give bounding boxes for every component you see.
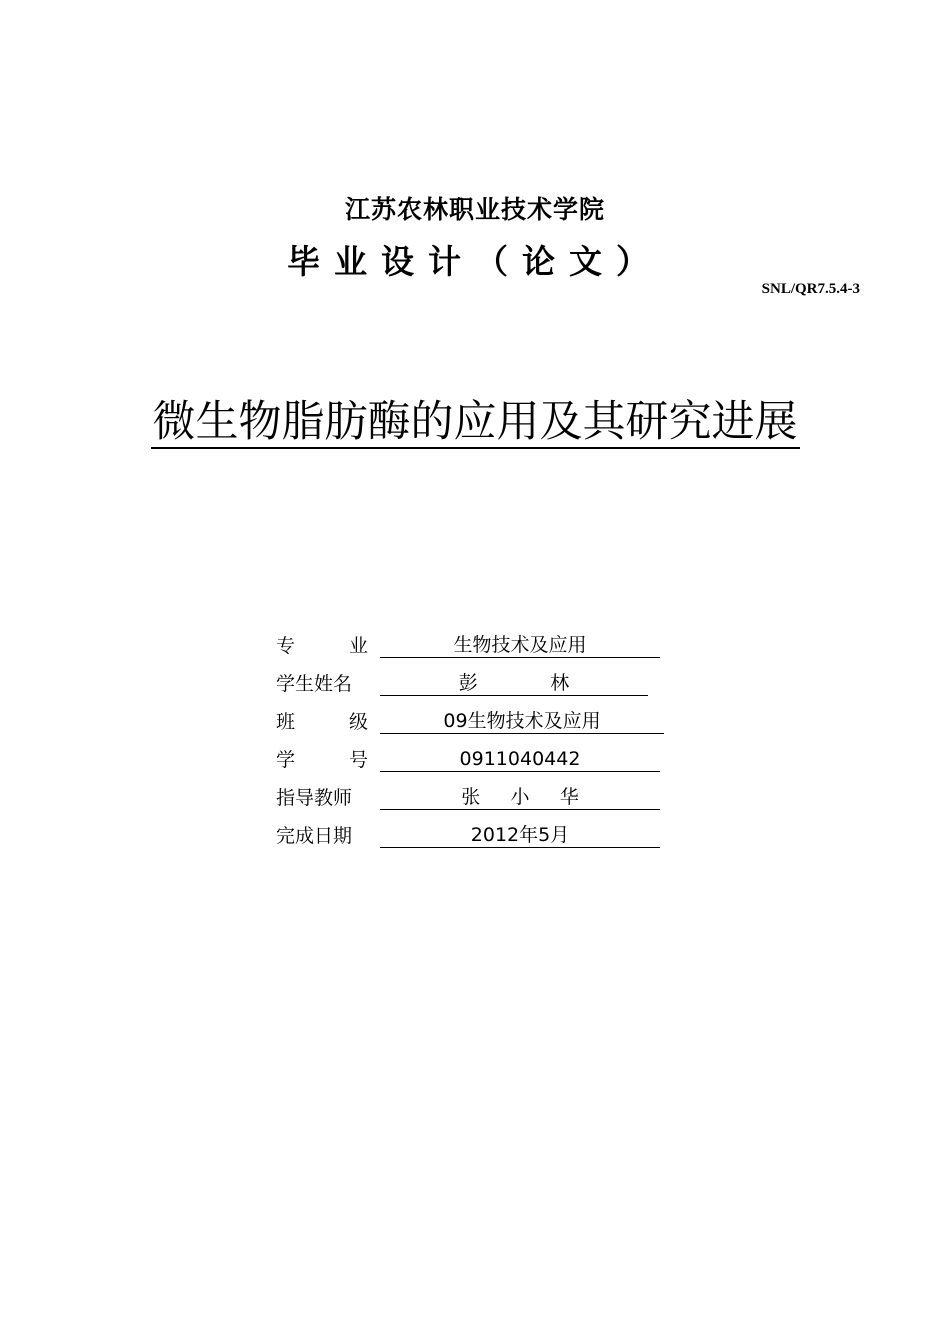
- info-row-major: [276, 620, 664, 658]
- info-row-id: [276, 734, 664, 772]
- institute-name: 江苏农林职业技术学院: [344, 195, 605, 224]
- major-value: 生物技术及应用: [380, 633, 660, 658]
- date-value: 2012年5月: [380, 823, 660, 848]
- advisor-value: 张 小 华: [380, 785, 660, 810]
- id-label-first: 学: [276, 749, 296, 771]
- class-label: [276, 710, 368, 734]
- advisor-label: 指导教师: [276, 787, 353, 809]
- info-row-date: [276, 810, 664, 848]
- class-value: 09生物技术及应用: [380, 709, 664, 734]
- info-row-advisor: [276, 772, 664, 810]
- major-label: [276, 634, 368, 658]
- document-type: 毕业设计（论文）: [287, 242, 663, 281]
- date-label: 完成日期: [276, 825, 353, 847]
- id-value: 0911040442: [380, 747, 660, 772]
- info-row-name: [276, 658, 664, 696]
- id-label-second: 号: [348, 749, 368, 771]
- major-label-first: 专: [276, 635, 296, 657]
- name-label: 学生姓名: [276, 673, 353, 695]
- thesis-title-text: 微生物脂肪酶的应用及其研究进展: [152, 397, 798, 447]
- info-row-class: [276, 696, 664, 734]
- info-table: [276, 620, 664, 848]
- document-code: SNL/QR7.5.4-3: [761, 281, 860, 297]
- class-label-second: 级: [348, 711, 368, 733]
- thesis-title: [0, 392, 950, 452]
- class-label-first: 班: [276, 711, 296, 733]
- id-label: [276, 748, 368, 772]
- major-label-second: 业: [348, 635, 368, 657]
- name-value: 彭 林: [380, 671, 648, 696]
